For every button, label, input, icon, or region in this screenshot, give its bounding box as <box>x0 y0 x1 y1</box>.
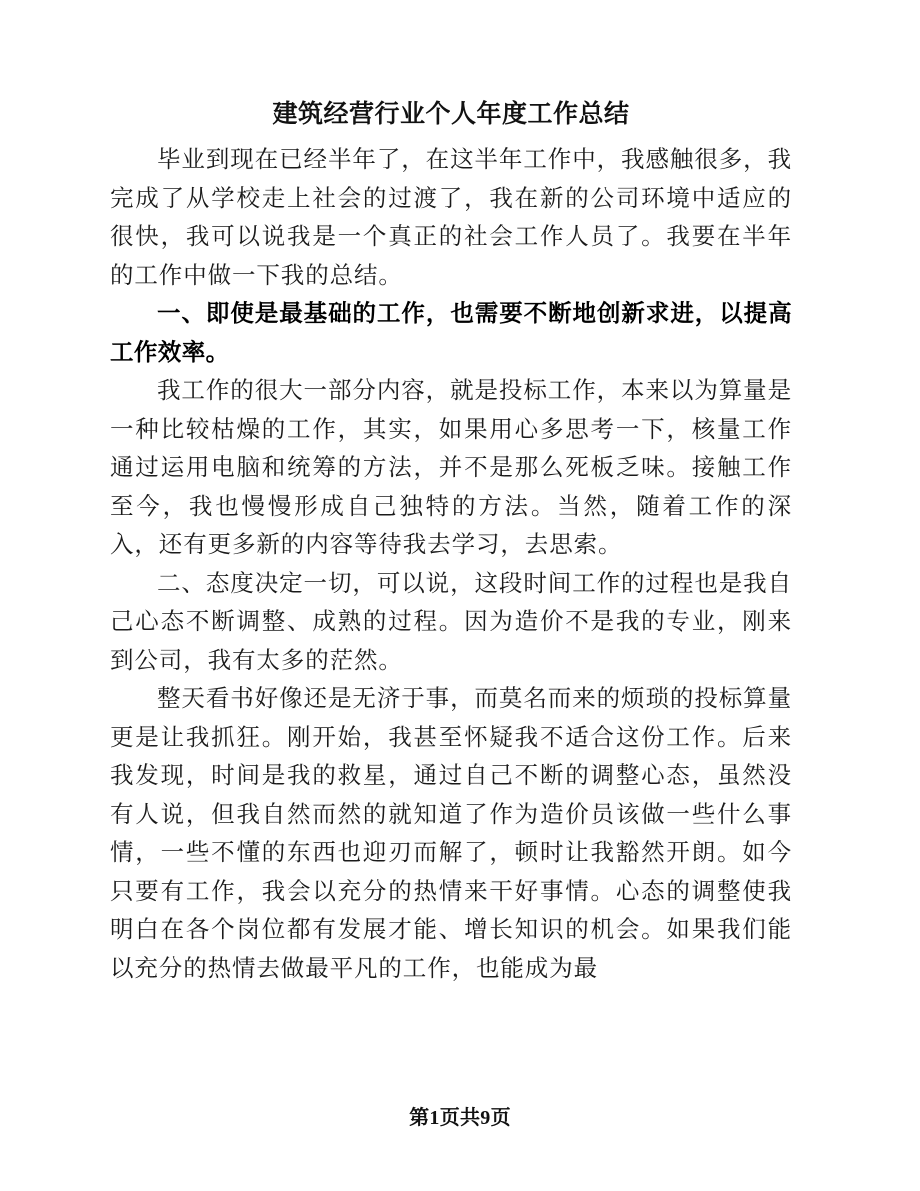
paragraph-heading-one: 一、即使是最基础的工作，也需要不断地创新求进，以提高工作效率。 <box>110 301 792 366</box>
document-body <box>110 95 792 988</box>
paragraph-heading-two: 二、态度决定一切，可以说，这段时间工作的过程也是我自己心态不断调整、成熟的过程。因为造价不是我的专业，刚来到公司，我有太多的茫然。 <box>110 570 792 674</box>
page-title: 建筑经营行业个人年度工作总结 <box>272 101 630 128</box>
paragraph-section-two-body: 整天看书好像还是无济于事，而莫名而来的烦琐的投标算量更是让我抓狂。刚开始，我甚至怀疑我不适合这份工作。后来我发现，时间是我的救星，通过自己不断的调整心态，虽然没有人说，但我自然而然的就知道了作为造价员该做一些什么事情，一些不懂的东西也迎刃而解了，顿时让我豁然开朗。如今只要有工作，我会以充分的热情来干好事情。心态的调整使我明白在各个岗位都有发展才能、增长知识的机会。如果我们能以充分的热情去做最平凡的工作，也能成为最 <box>110 686 792 982</box>
page-footer <box>0 1105 920 1131</box>
paragraph-intro: 毕业到现在已经半年了，在这半年工作中，我感触很多，我完成了从学校走上社会的过渡了，我在新的公司环境中适应的很快，我可以说我是一个真正的社会工作人员了。我要在半年的工作中做一下我的总结。 <box>110 147 792 289</box>
paragraph-section-one-body: 我工作的很大一部分内容，就是投标工作，本来以为算量是一种比较枯燥的工作，其实，如果用心多思考一下，核量工作通过运用电脑和统筹的方法，并不是那么死板乏味。接触工作至今，我也慢慢形成自己独特的方法。当然，随着工作的深入，还有更多新的内容等待我去学习，去思索。 <box>110 378 792 558</box>
page-number-label: 第1页共9页 <box>409 1107 511 1129</box>
